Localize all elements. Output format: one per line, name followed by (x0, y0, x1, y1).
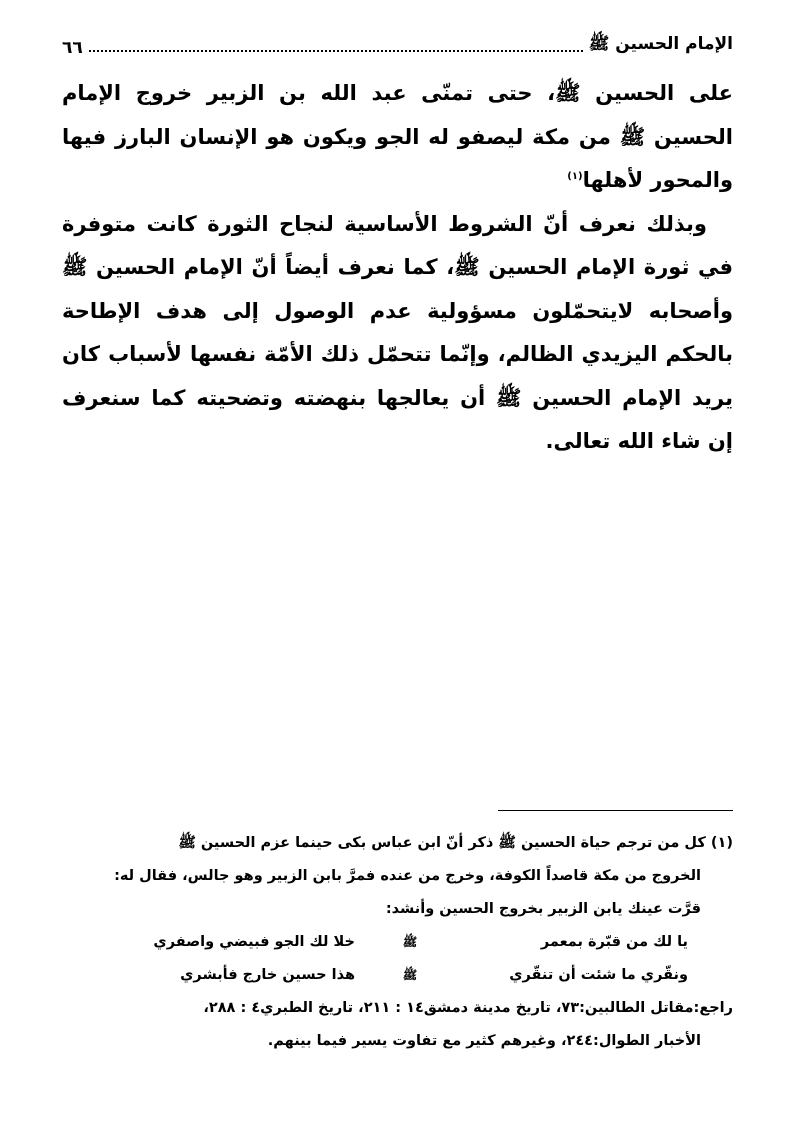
header-dot-leader (89, 49, 583, 52)
verse-separator-ornament: ﷺ (402, 935, 418, 949)
verse-2-hemistich-b: هذا حسين خارج فأبشري (180, 967, 355, 983)
footnote-line-1 (62, 827, 733, 860)
page-number: ٦٦ (62, 38, 83, 58)
footnote-line-5: الأخبار الطوال:٢٤٤، وغيرهم كثير مع تفاوت يسير فيما بينهم. (267, 1033, 701, 1049)
verse-2-hemistich-a: ونقّري ما شئت أن تنقّري (509, 967, 688, 983)
verse-line-1 (62, 926, 733, 959)
main-text (62, 72, 733, 464)
paragraph-1-text: على الحسين ﷺ، حتى تمنّى عبد الله بن الزبير خروج الإمام الحسين ﷺ من مكة ليصفو له الجو ويكون هو الإنسان البارز فيها والمحور لأهلها (62, 81, 733, 192)
footnotes (62, 827, 733, 1058)
footnote-line-3: قرَّت عينك يابن الزبير بخروج الحسين وأنشد: (385, 901, 701, 917)
paragraph-1 (62, 72, 733, 203)
paragraph-2: وبذلك نعرف أنّ الشروط الأساسية لنجاح الثورة كانت متوفرة في ثورة الإمام الحسين ﷺ، كما نعرف أيضاً أنّ الإمام الحسين ﷺ وأصحابه لايتحمّلون مسؤولية عدم الوصول إلى هدف الإطاحة بالحكم اليزيدي الظالم، وإنّما تتحمّل ذلك الأمّة نفسها لأسباب كان يريد الإمام الحسين ﷺ أن يعالجها بنهضته وتضحيته كما سنعرف إن شاء الله تعالى. (62, 211, 733, 453)
header-title: الإمام الحسين ﷺ (588, 34, 733, 54)
verse-1-hemistich-a: يا لك من قبّرة بمعمر (540, 934, 688, 950)
verse-1-hemistich-b: خلا لك الجو فبيضي واصفري (153, 934, 355, 950)
footnote-separator (498, 810, 733, 811)
verse-line-2 (62, 959, 733, 992)
footnote-text-1: كل من ترجم حياة الحسين ﷺ ذكر أنّ ابن عباس بكى حينما عزم الحسين ﷺ (178, 835, 706, 851)
verse-separator-ornament: ﷺ (402, 968, 418, 982)
footnote-marker: (١) (710, 835, 733, 851)
running-header (62, 28, 733, 58)
footnote-reference: (١) (567, 171, 583, 182)
footnote-line-2: الخروج من مكة قاصداً الكوفة، وخرج من عنده فمرَّ بابن الزبير وهو جالس، فقال له: (114, 868, 701, 884)
footnote-line-4: راجع:مقاتل الطالبين:٧٣، تاريخ مدينة دمشق١٤ : ٢١١، تاريخ الطبري٤ : ٢٨٨، (203, 1000, 733, 1016)
